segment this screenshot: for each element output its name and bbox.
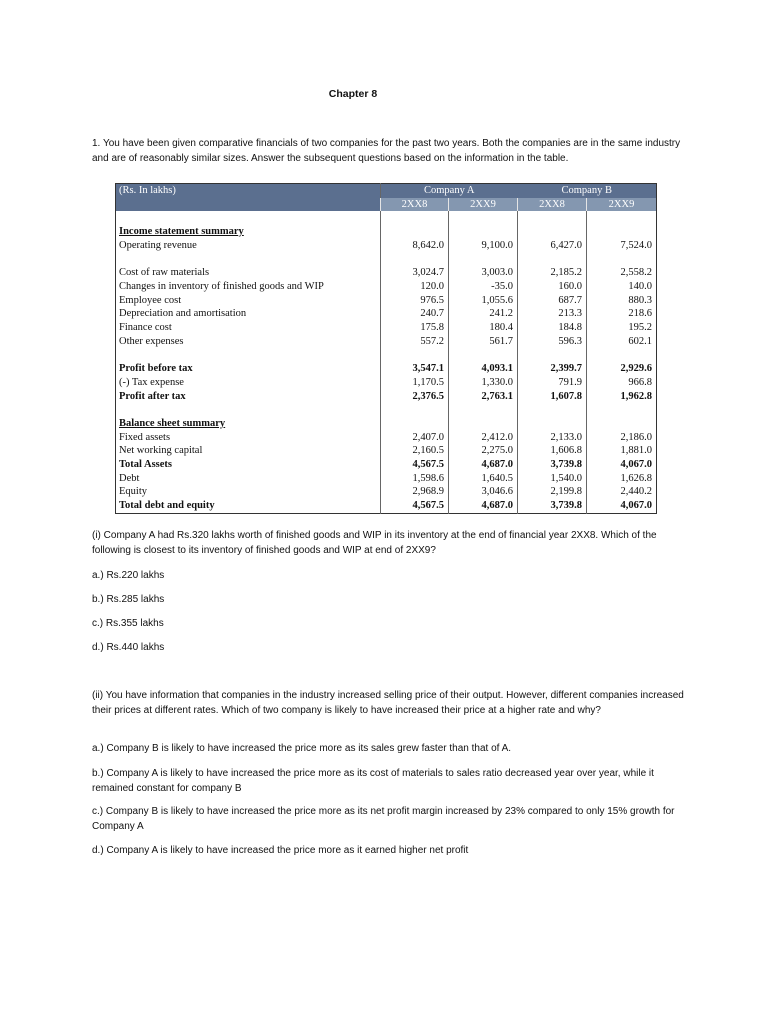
- table-row: [116, 307, 657, 321]
- row-label: Profit before tax: [116, 362, 381, 376]
- q2-option-d: d.) Company A is likely to have increased the price more as it earned higher net profit: [92, 845, 469, 856]
- table-row: [116, 390, 657, 404]
- balance-heading: Balance sheet summary: [116, 417, 381, 431]
- cell-value: 2,558.2: [587, 266, 657, 280]
- table-section-heading: [116, 417, 657, 431]
- cell-value: 3,739.8: [518, 499, 587, 513]
- cell-value: 602.1: [587, 335, 657, 349]
- cell-value: 4,067.0: [587, 499, 657, 513]
- cell-value: 1,330.0: [449, 376, 518, 390]
- chapter-title: Chapter 8: [328, 88, 378, 100]
- cell-value: 1,607.8: [518, 390, 587, 404]
- q2-option-a: a.) Company B is likely to have increased the price more as its sales grew faster than that of A.: [92, 743, 512, 754]
- q2-option-c: c.) Company B is likely to have increased the price more as its net profit margin increased by 23% compared to only 15% growth for Company A: [92, 806, 675, 832]
- cell-value: 240.7: [381, 307, 449, 321]
- financials-table: [115, 183, 657, 514]
- row-label: Net working capital: [116, 444, 381, 458]
- cell-value: 2,407.0: [381, 431, 449, 445]
- cell-value: 791.9: [518, 376, 587, 390]
- cell-value: 2,275.0: [449, 444, 518, 458]
- table-row: [116, 294, 657, 308]
- row-label: Profit after tax: [116, 390, 381, 404]
- table-row: [116, 444, 657, 458]
- cell-value: 160.0: [518, 280, 587, 294]
- income-heading: Income statement summary: [116, 225, 381, 239]
- table-row: [116, 266, 657, 280]
- cell-value: 2,376.5: [381, 390, 449, 404]
- cell-value: 1,962.8: [587, 390, 657, 404]
- row-label: Cost of raw materials: [116, 266, 381, 280]
- row-label: Depreciation and amortisation: [116, 307, 381, 321]
- cell-value: 2,186.0: [587, 431, 657, 445]
- cell-value: -35.0: [449, 280, 518, 294]
- cell-value: 218.6: [587, 307, 657, 321]
- cell-value: 1,640.5: [449, 472, 518, 486]
- cell-value: 976.5: [381, 294, 449, 308]
- table-row: [116, 431, 657, 445]
- company-b-header: Company B: [518, 184, 657, 198]
- year-header: 2XX8: [518, 198, 587, 212]
- row-label: Debt: [116, 472, 381, 486]
- table-row: [116, 472, 657, 486]
- cell-value: 120.0: [381, 280, 449, 294]
- cell-value: 140.0: [587, 280, 657, 294]
- row-label: Other expenses: [116, 335, 381, 349]
- cell-value: 3,024.7: [381, 266, 449, 280]
- table-spacer: [116, 253, 657, 267]
- row-label: (-) Tax expense: [116, 376, 381, 390]
- year-header: 2XX8: [381, 198, 449, 212]
- question-1-text: (i) Company A had Rs.320 lakhs worth of finished goods and WIP in its inventory at the end of financial year 2XX8. Which of the following is closest to its inventory of finished goods and WIP at end of 2XX9?: [92, 530, 657, 556]
- cell-value: 596.3: [518, 335, 587, 349]
- table-spacer: [116, 348, 657, 362]
- table-section-heading: [116, 225, 657, 239]
- cell-value: 966.8: [587, 376, 657, 390]
- row-label: Finance cost: [116, 321, 381, 335]
- cell-value: 2,968.9: [381, 485, 449, 499]
- cell-value: 557.2: [381, 335, 449, 349]
- cell-value: 4,567.5: [381, 458, 449, 472]
- cell-value: 2,199.8: [518, 485, 587, 499]
- year-header: 2XX9: [587, 198, 657, 212]
- cell-value: 2,412.0: [449, 431, 518, 445]
- cell-value: 213.3: [518, 307, 587, 321]
- year-row-spacer: [116, 198, 381, 212]
- cell-value: 7,524.0: [587, 239, 657, 253]
- table-row: [116, 362, 657, 376]
- cell-value: 4,567.5: [381, 499, 449, 513]
- table-row: [116, 458, 657, 472]
- cell-value: 561.7: [449, 335, 518, 349]
- cell-value: 195.2: [587, 321, 657, 335]
- q1-option-a: a.) Rs.220 lakhs: [92, 570, 165, 581]
- row-label: Total Assets: [116, 458, 381, 472]
- q1-option-c: c.) Rs.355 lakhs: [92, 618, 164, 629]
- cell-value: 3,547.1: [381, 362, 449, 376]
- cell-value: 1,626.8: [587, 472, 657, 486]
- cell-value: 3,739.8: [518, 458, 587, 472]
- cell-value: 175.8: [381, 321, 449, 335]
- cell-value: 2,399.7: [518, 362, 587, 376]
- company-a-header: Company A: [381, 184, 518, 198]
- table-year-row: [116, 198, 657, 212]
- table-row: [116, 321, 657, 335]
- unit-label: (Rs. In lakhs): [116, 184, 381, 198]
- cell-value: 2,763.1: [449, 390, 518, 404]
- cell-value: 1,881.0: [587, 444, 657, 458]
- cell-value: 687.7: [518, 294, 587, 308]
- table-spacer: [116, 211, 657, 225]
- cell-value: 4,093.1: [449, 362, 518, 376]
- q1-option-b: b.) Rs.285 lakhs: [92, 594, 165, 605]
- cell-value: 3,046.6: [449, 485, 518, 499]
- cell-value: 1,540.0: [518, 472, 587, 486]
- cell-value: 241.2: [449, 307, 518, 321]
- cell-value: 3,003.0: [449, 266, 518, 280]
- row-label: Changes in inventory of finished goods and WIP: [116, 280, 381, 294]
- table-row: [116, 485, 657, 499]
- cell-value: 1,170.5: [381, 376, 449, 390]
- cell-value: 180.4: [449, 321, 518, 335]
- cell-value: 6,427.0: [518, 239, 587, 253]
- cell-value: 8,642.0: [381, 239, 449, 253]
- row-label: Fixed assets: [116, 431, 381, 445]
- intro-paragraph: 1. You have been given comparative financials of two companies for the past two years. Both the companies are in the same industry and are of reasonably similar sizes. Answer the subsequent questions based on the information in the table.: [92, 138, 681, 164]
- question-2-text: (ii) You have information that companies in the industry increased selling price of their output. However, different companies increased their prices at different rates. Which of two company is likely to have increased their price at a higher rate and why?: [92, 690, 684, 716]
- cell-value: 4,687.0: [449, 458, 518, 472]
- cell-value: 4,687.0: [449, 499, 518, 513]
- cell-value: 2,185.2: [518, 266, 587, 280]
- cell-value: 4,067.0: [587, 458, 657, 472]
- table-row: [116, 280, 657, 294]
- table-spacer: [116, 403, 657, 417]
- table-row: [116, 335, 657, 349]
- q2-option-b: b.) Company A is likely to have increased the price more as its cost of materials to sales ratio decreased year over year, while it remained constant for company B: [92, 768, 654, 794]
- table-row: [116, 239, 657, 253]
- year-header: 2XX9: [449, 198, 518, 212]
- row-label: Equity: [116, 485, 381, 499]
- row-label: Total debt and equity: [116, 499, 381, 513]
- cell-value: 1,055.6: [449, 294, 518, 308]
- table-row: [116, 499, 657, 513]
- row-label: Operating revenue: [116, 239, 381, 253]
- cell-value: 1,598.6: [381, 472, 449, 486]
- cell-value: 2,929.6: [587, 362, 657, 376]
- cell-value: 2,440.2: [587, 485, 657, 499]
- table-row: [116, 376, 657, 390]
- cell-value: 184.8: [518, 321, 587, 335]
- cell-value: 2,133.0: [518, 431, 587, 445]
- cell-value: 1,606.8: [518, 444, 587, 458]
- cell-value: 9,100.0: [449, 239, 518, 253]
- cell-value: 2,160.5: [381, 444, 449, 458]
- row-label: Employee cost: [116, 294, 381, 308]
- cell-value: 880.3: [587, 294, 657, 308]
- q1-option-d: d.) Rs.440 lakhs: [92, 642, 165, 653]
- table-header-row: [116, 184, 657, 198]
